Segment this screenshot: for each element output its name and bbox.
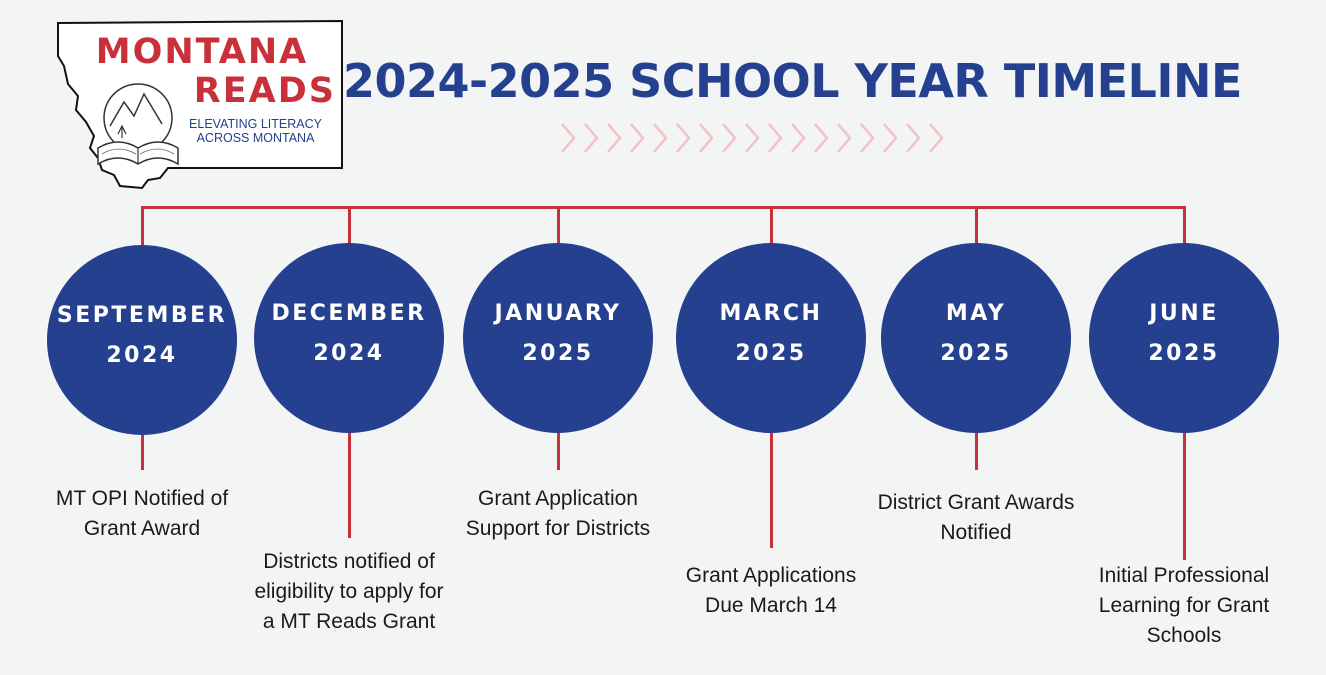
milestone-year: 2024 [106, 343, 178, 368]
milestone-circle [47, 245, 237, 435]
milestone-description-line: Schools [1146, 624, 1222, 647]
timeline-leader-line [141, 435, 144, 470]
milestone-description [641, 561, 901, 621]
milestone-description-line: Grant Award [83, 517, 201, 540]
milestone-description [219, 547, 479, 637]
milestone-circle [254, 243, 444, 433]
chevron-row-icon [560, 121, 960, 155]
timeline-drop-line [348, 206, 351, 243]
milestone-description-line: Notified [940, 521, 1012, 544]
milestone-month: SEPTEMBER [56, 303, 228, 328]
milestone-description-line: Support for Districts [465, 517, 651, 540]
milestone-year: 2025 [735, 341, 807, 366]
milestone-description-line: a MT Reads Grant [262, 610, 436, 633]
milestone-description-line: Due March 14 [705, 594, 837, 617]
milestone-month: MAY [945, 301, 1007, 326]
timeline-leader-line [348, 433, 351, 538]
milestone-description-line: MT OPI Notified of [55, 487, 229, 510]
timeline-drop-line [141, 206, 144, 245]
logo-title-line1: MONTANA [95, 32, 309, 72]
milestone-circle [1089, 243, 1279, 433]
timeline-drop-line [1183, 206, 1186, 243]
milestone-month: JANUARY [494, 301, 622, 326]
timeline-bar [141, 206, 1186, 209]
milestone-description-line: District Grant Awards [877, 491, 1075, 514]
milestone-description-line: Districts notified of [263, 550, 435, 573]
milestone-description [428, 484, 688, 544]
milestone-circle [881, 243, 1071, 433]
timeline-drop-line [975, 206, 978, 243]
timeline-leader-line [1183, 433, 1186, 560]
montana-reads-logo [50, 18, 350, 193]
timeline-leader-line [557, 433, 560, 470]
timeline-drop-line [770, 206, 773, 243]
milestone-year: 2025 [522, 341, 594, 366]
milestone-description-line: Grant Application [478, 487, 638, 510]
milestone-month: MARCH [719, 301, 823, 326]
milestone-year: 2025 [940, 341, 1012, 366]
milestone-month: JUNE [1149, 301, 1219, 326]
timeline-drop-line [557, 206, 560, 243]
milestone-description-line: Initial Professional [1098, 564, 1270, 587]
milestone-year: 2024 [313, 341, 385, 366]
page-title: 2024-2025 SCHOOL YEAR TIMELINE [343, 54, 1242, 108]
logo-title-line2: READS [193, 71, 336, 111]
milestone-circle [463, 243, 653, 433]
milestone-year: 2025 [1148, 341, 1220, 366]
milestone-description [846, 488, 1106, 548]
milestone-description-line: Learning for Grant [1098, 594, 1270, 617]
milestone-circle [676, 243, 866, 433]
milestone-description-line: eligibility to apply for [254, 580, 444, 603]
timeline-leader-line [975, 433, 978, 470]
logo-tagline-line2: ACROSS MONTANA [196, 131, 315, 145]
logo-tagline-line1: ELEVATING LITERACY [189, 117, 322, 131]
milestone-description [1054, 561, 1314, 651]
milestone-description-line: Grant Applications [685, 564, 857, 587]
milestone-description [12, 484, 272, 544]
timeline-leader-line [770, 433, 773, 548]
milestone-month: DECEMBER [271, 301, 427, 326]
